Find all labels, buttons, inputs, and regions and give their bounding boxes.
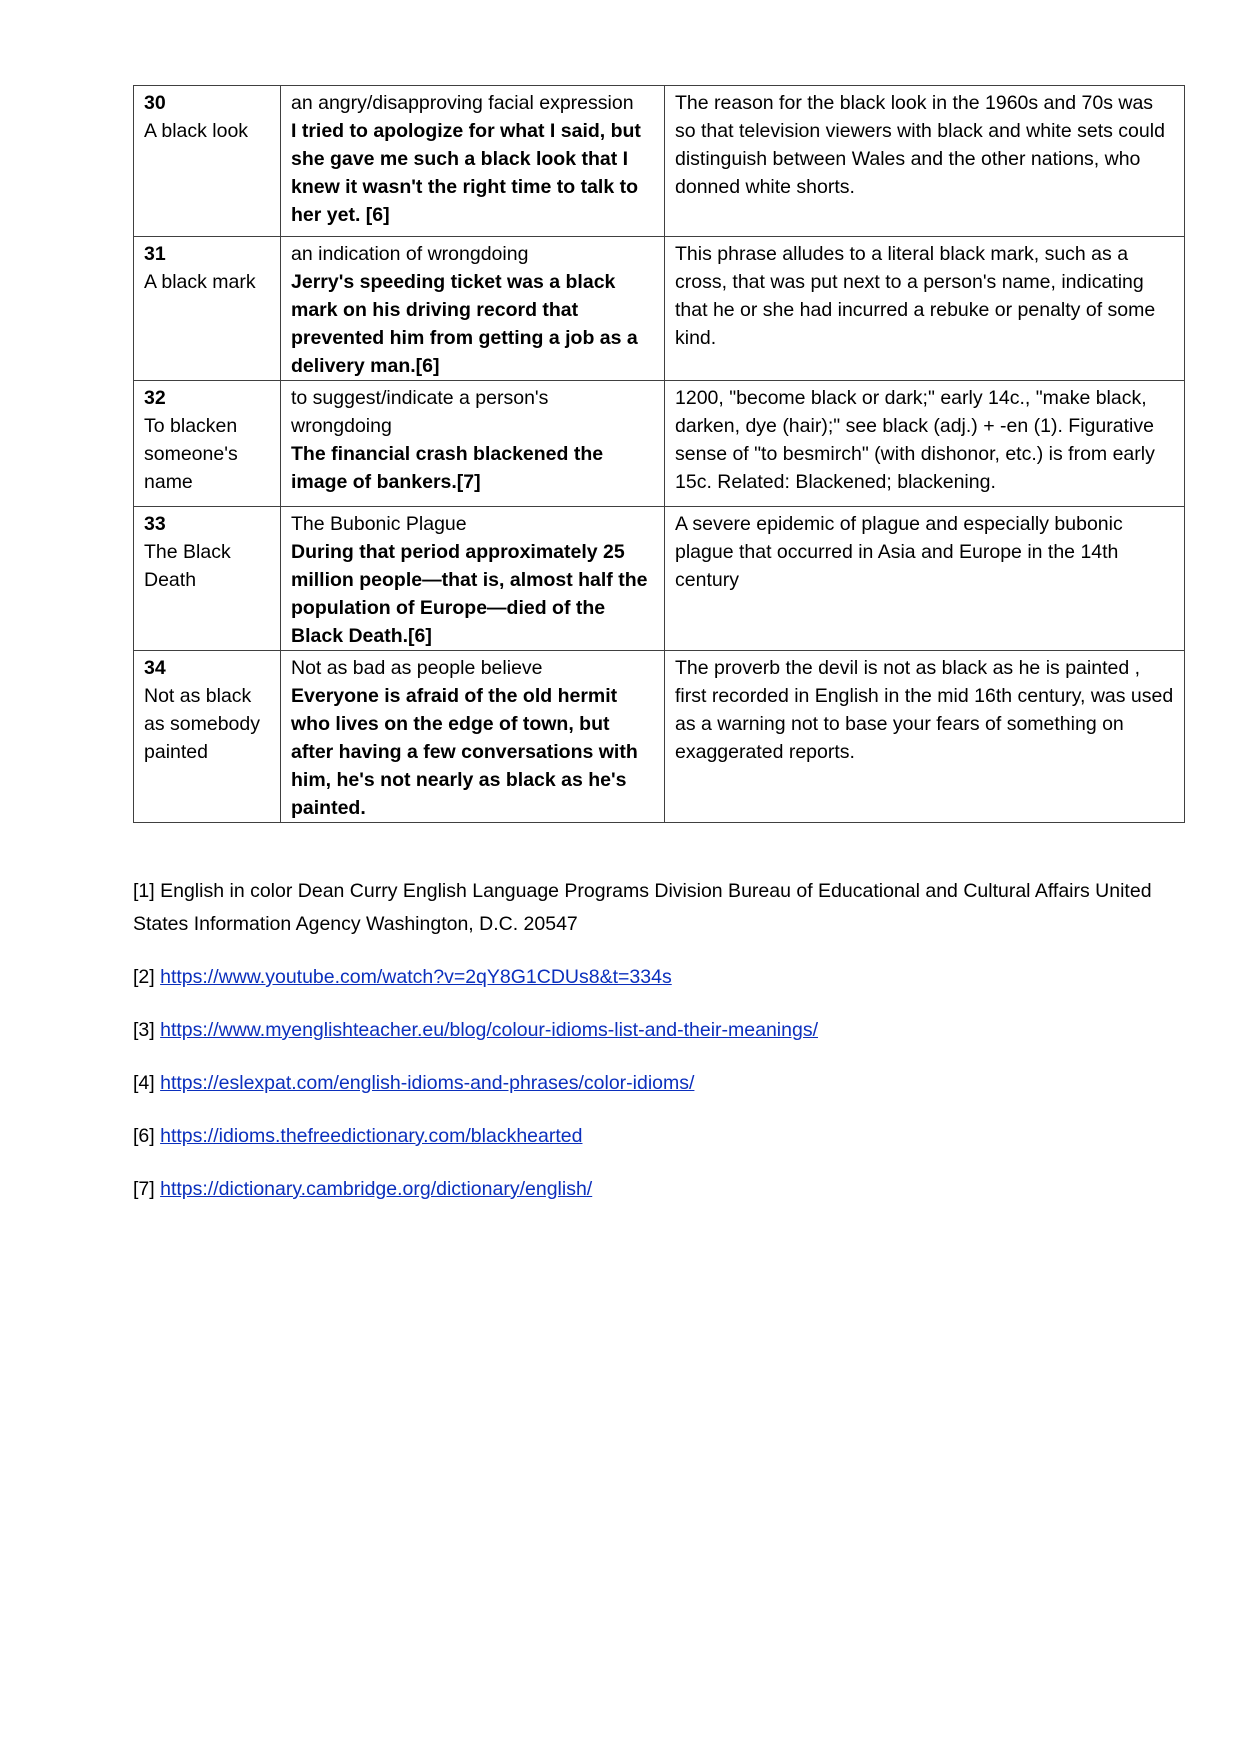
meaning-text: an angry/disapproving facial expression (291, 92, 634, 114)
meaning-cell (281, 507, 665, 651)
example-text: I tried to apologize for what I said, but she gave me such a black look that I knew it wasn't the right time to talk to her yet. [6] (291, 120, 641, 226)
idioms-table (133, 85, 1185, 823)
meaning-cell (281, 237, 665, 381)
row-number: 33 (144, 513, 166, 535)
origin-text: 1200, "become black or dark;" early 14c., "make black, darken, dye (hair);" see black (adj.) + -en (1). Figurative sense of "to besmirch" (with dishonor, etc.) is from early 15c. Related: Blackened; blackening. (675, 387, 1155, 493)
table-row (134, 507, 1185, 651)
table-row (134, 86, 1185, 237)
reference-1 (133, 875, 1193, 941)
row-number: 31 (144, 243, 166, 265)
reference-link[interactable]: https://idioms.thefreedictionary.com/blackhearted (160, 1125, 583, 1147)
origin-cell (665, 507, 1185, 651)
table-row (134, 651, 1185, 823)
reference-4 (133, 1067, 1193, 1100)
origin-cell (665, 237, 1185, 381)
idiom-text: The Black Death (144, 541, 231, 591)
reference-3 (133, 1014, 1193, 1047)
reference-marker: [2] (133, 966, 155, 988)
meaning-cell (281, 381, 665, 507)
meaning-cell (281, 651, 665, 823)
reference-marker: [1] (133, 880, 155, 902)
meaning-cell (281, 86, 665, 237)
reference-marker: [4] (133, 1072, 155, 1094)
idiom-cell (134, 237, 281, 381)
reference-6 (133, 1120, 1193, 1153)
meaning-text: The Bubonic Plague (291, 513, 467, 535)
origin-cell (665, 381, 1185, 507)
references-list (133, 875, 1193, 1206)
reference-link[interactable]: https://eslexpat.com/english-idioms-and-phrases/color-idioms/ (160, 1072, 695, 1094)
idiom-text: Not as black as somebody painted (144, 685, 260, 763)
row-number: 32 (144, 387, 166, 409)
idiom-cell (134, 86, 281, 237)
idiom-cell (134, 381, 281, 507)
example-text: The financial crash blackened the image of bankers.[7] (291, 443, 604, 493)
reference-marker: [6] (133, 1125, 155, 1147)
table-row (134, 237, 1185, 381)
origin-cell (665, 86, 1185, 237)
idiom-cell (134, 651, 281, 823)
row-number: 30 (144, 92, 166, 114)
example-text: During that period approximately 25 million people—that is, almost half the population of Europe—died of the Black Death.[6] (291, 541, 648, 647)
document-page (133, 85, 1183, 1226)
reference-marker: [3] (133, 1019, 155, 1041)
reference-2 (133, 961, 1193, 994)
meaning-text: an indication of wrongdoing (291, 243, 529, 265)
reference-link[interactable]: https://www.myenglishteacher.eu/blog/colour-idioms-list-and-their-meanings/ (160, 1019, 818, 1041)
origin-cell (665, 651, 1185, 823)
reference-text: English in color Dean Curry English Language Programs Division Bureau of Educational and Cultural Affairs United States Information Agency Washington, D.C. 20547 (133, 880, 1152, 935)
idiom-text: To blacken someone's name (144, 415, 238, 493)
origin-text: The proverb the devil is not as black as he is painted , first recorded in English in the mid 16th century, was used as a warning not to base your fears of something on exaggerated reports. (675, 657, 1174, 763)
example-text: Everyone is afraid of the old hermit who lives on the edge of town, but after having a few conversations with him, he's not nearly as black as he's painted. (291, 685, 638, 819)
table-row (134, 381, 1185, 507)
origin-text: The reason for the black look in the 1960s and 70s was so that television viewers with black and white sets could distinguish between Wales and the other nations, who donned white shorts. (675, 92, 1165, 198)
row-number: 34 (144, 657, 166, 679)
meaning-text: to suggest/indicate a person's wrongdoing (291, 387, 549, 437)
example-text: Jerry's speeding ticket was a black mark on his driving record that prevented him from getting a job as a delivery man.[6] (291, 271, 638, 377)
idiom-text: A black mark (144, 271, 256, 293)
reference-link[interactable]: https://www.youtube.com/watch?v=2qY8G1CDUs8&t=334s (160, 966, 672, 988)
meaning-text: Not as bad as people believe (291, 657, 543, 679)
reference-link[interactable]: https://dictionary.cambridge.org/dictionary/english/ (160, 1178, 593, 1200)
reference-7 (133, 1173, 1193, 1206)
idiom-cell (134, 507, 281, 651)
origin-text: This phrase alludes to a literal black mark, such as a cross, that was put next to a person's name, indicating that he or she had incurred a rebuke or penalty of some kind. (675, 243, 1156, 349)
reference-marker: [7] (133, 1178, 155, 1200)
idiom-text: A black look (144, 120, 249, 142)
origin-text: A severe epidemic of plague and especially bubonic plague that occurred in Asia and Europe in the 14th century (675, 513, 1123, 591)
